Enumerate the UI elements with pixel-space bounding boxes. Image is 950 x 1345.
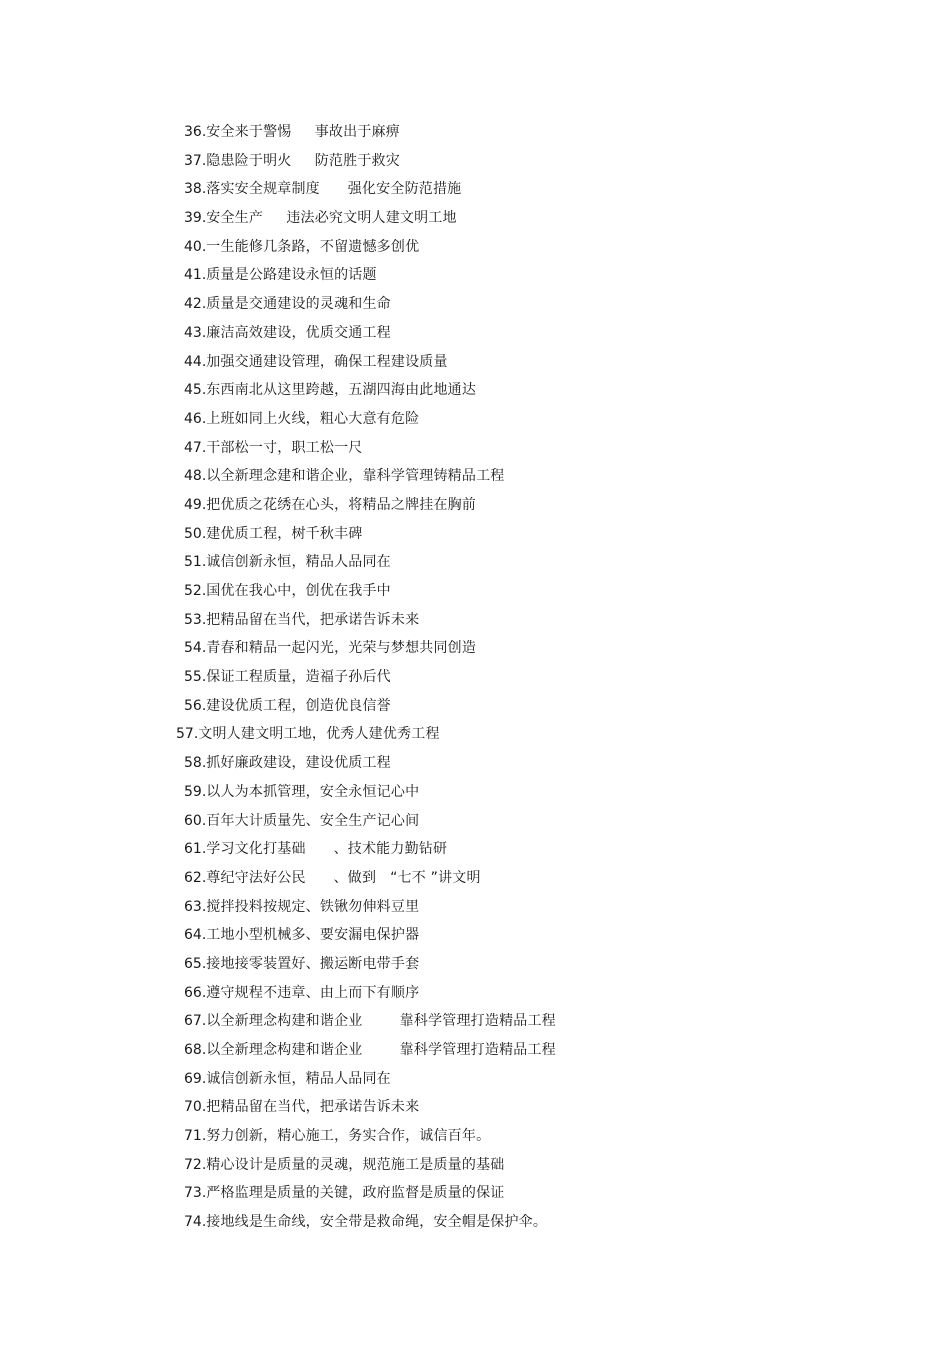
list-item bbox=[0, 548, 950, 577]
item-text: 工地小型机械多、要安漏电保护器 bbox=[206, 927, 420, 944]
item-text: 以人为本抓管理，安全永恒记心中 bbox=[206, 783, 420, 800]
item-text: 建优质工程，树千秋丰碑 bbox=[206, 525, 363, 542]
item-text: 搅拌投料按规定、铁锹勿伸料豆里 bbox=[206, 898, 420, 915]
item-number: 40. bbox=[184, 238, 207, 255]
list-item bbox=[0, 376, 950, 405]
list-item bbox=[0, 749, 950, 778]
list-item bbox=[0, 1179, 950, 1208]
list-item bbox=[0, 921, 950, 950]
item-number: 63. bbox=[184, 898, 207, 915]
item-text: 隐患险于明火 防范胜于救灾 bbox=[206, 152, 400, 169]
item-text: 青春和精品一起闪光，光荣与梦想共同创造 bbox=[206, 640, 477, 657]
item-number: 46. bbox=[184, 410, 207, 427]
list-item bbox=[0, 233, 950, 262]
list-item bbox=[0, 348, 950, 377]
item-number: 49. bbox=[184, 496, 207, 513]
item-number: 70. bbox=[184, 1099, 207, 1116]
item-number: 60. bbox=[184, 812, 207, 829]
item-text: 精心设计是质量的灵魂，规范施工是质量的基础 bbox=[206, 1156, 505, 1173]
item-text: 接地接零装置好、搬运断电带手套 bbox=[206, 955, 420, 972]
list-item bbox=[0, 491, 950, 520]
list-item bbox=[0, 864, 950, 893]
list-item bbox=[0, 147, 950, 176]
list-item bbox=[0, 1151, 950, 1180]
item-text: 保证工程质量，造福子孙后代 bbox=[206, 669, 391, 686]
item-text: 诚信创新永恒，精品人品同在 bbox=[206, 1070, 391, 1087]
list-item bbox=[0, 175, 950, 204]
list-item bbox=[0, 290, 950, 319]
item-number: 37. bbox=[184, 152, 207, 169]
item-text: 建设优质工程，创造优良信誉 bbox=[206, 697, 391, 714]
item-number: 50. bbox=[184, 525, 207, 542]
item-text: 干部松一寸，职工松一尺 bbox=[206, 439, 363, 456]
item-number: 48. bbox=[184, 468, 207, 485]
slogan-list bbox=[0, 118, 950, 1237]
item-text: 把精品留在当代，把承诺告诉未来 bbox=[206, 1099, 420, 1116]
item-number: 41. bbox=[184, 267, 207, 284]
item-number: 47. bbox=[184, 439, 207, 456]
list-item bbox=[0, 720, 950, 749]
list-item bbox=[0, 606, 950, 635]
item-number: 71. bbox=[184, 1128, 207, 1145]
list-item bbox=[0, 118, 950, 147]
item-number: 58. bbox=[184, 755, 207, 772]
item-text: 接地线是生命线，安全带是救命绳，安全帽是保护伞。 bbox=[206, 1214, 548, 1231]
list-item bbox=[0, 1036, 950, 1065]
list-item bbox=[0, 1208, 950, 1237]
item-number: 52. bbox=[184, 583, 207, 599]
item-number: 62. bbox=[184, 869, 207, 886]
item-text: 质量是交通建设的灵魂和生命 bbox=[206, 296, 391, 313]
list-item bbox=[0, 893, 950, 922]
list-item bbox=[0, 1093, 950, 1122]
item-text: 以全新理念构建和谐企业 靠科学管理打造精品工程 bbox=[206, 1013, 556, 1030]
list-item bbox=[0, 778, 950, 807]
item-text: 以全新理念构建和谐企业 靠科学管理打造精品工程 bbox=[206, 1042, 556, 1058]
item-text: 安全来于警惕 事故出于麻痹 bbox=[206, 124, 400, 140]
item-number: 42. bbox=[184, 296, 207, 313]
item-text: 安全生产 违法必究文明人建文明工地 bbox=[206, 210, 457, 227]
list-item bbox=[0, 520, 950, 549]
item-text: 廉洁高效建设，优质交通工程 bbox=[206, 324, 391, 341]
list-item bbox=[0, 663, 950, 692]
item-text: 遵守规程不违章、由上而下有顺序 bbox=[206, 984, 420, 1001]
item-number: 73. bbox=[184, 1185, 207, 1202]
list-item bbox=[0, 1065, 950, 1094]
item-number: 56. bbox=[184, 697, 207, 714]
item-text: 抓好廉政建设，建设优质工程 bbox=[206, 755, 391, 772]
item-number: 53. bbox=[184, 611, 207, 628]
list-item bbox=[0, 204, 950, 233]
item-text: 把精品留在当代，把承诺告诉未来 bbox=[206, 611, 420, 628]
item-number: 38. bbox=[184, 181, 207, 198]
list-item bbox=[0, 261, 950, 290]
item-number: 54. bbox=[184, 640, 207, 657]
item-text: 落实安全规章制度 强化安全防范措施 bbox=[206, 181, 462, 198]
list-item bbox=[0, 434, 950, 463]
list-item bbox=[0, 1007, 950, 1036]
item-number: 68. bbox=[184, 1042, 207, 1058]
list-item bbox=[0, 405, 950, 434]
list-item bbox=[0, 807, 950, 836]
list-item bbox=[0, 634, 950, 663]
item-text: 一生能修几条路，不留遗憾多创优 bbox=[206, 238, 420, 255]
item-text: 加强交通建设管理，确保工程建设质量 bbox=[206, 353, 448, 370]
item-number: 64. bbox=[184, 927, 207, 944]
item-text: 严格监理是质量的关键，政府监督是质量的保证 bbox=[206, 1185, 505, 1202]
item-text: 上班如同上火线，粗心大意有危险 bbox=[206, 410, 420, 427]
item-text: 以全新理念建和谐企业，靠科学管理铸精品工程 bbox=[206, 468, 505, 485]
item-number: 69. bbox=[184, 1070, 207, 1087]
item-text: 尊纪守法好公民 、做到 “七不 ”讲文明 bbox=[206, 869, 481, 886]
list-item bbox=[0, 950, 950, 979]
item-text: 文明人建文明工地，优秀人建优秀工程 bbox=[198, 726, 440, 743]
item-number: 66. bbox=[184, 984, 207, 1001]
list-item bbox=[0, 979, 950, 1008]
item-number: 55. bbox=[184, 669, 207, 686]
item-number: 36. bbox=[184, 124, 207, 140]
item-number: 61. bbox=[184, 841, 207, 858]
item-text: 把优质之花绣在心头，将精品之牌挂在胸前 bbox=[206, 496, 477, 513]
item-number: 72. bbox=[184, 1156, 207, 1173]
item-text: 百年大计质量先、安全生产记心间 bbox=[206, 812, 420, 829]
item-number: 44. bbox=[184, 353, 207, 370]
item-number: 57. bbox=[176, 726, 199, 743]
item-text: 诚信创新永恒，精品人品同在 bbox=[206, 554, 391, 571]
item-text: 国优在我心中，创优在我手中 bbox=[206, 583, 391, 599]
list-item bbox=[0, 692, 950, 721]
list-item bbox=[0, 577, 950, 606]
list-item bbox=[0, 835, 950, 864]
item-text: 东西南北从这里跨越，五湖四海由此地通达 bbox=[206, 382, 477, 399]
item-text: 努力创新，精心施工，务实合作，诚信百年。 bbox=[206, 1128, 491, 1145]
list-item bbox=[0, 319, 950, 348]
item-number: 59. bbox=[184, 783, 207, 800]
item-number: 51. bbox=[184, 554, 207, 571]
list-item bbox=[0, 1122, 950, 1151]
item-number: 43. bbox=[184, 324, 207, 341]
list-item bbox=[0, 462, 950, 491]
item-text: 学习文化打基础 、技术能力勤钻研 bbox=[206, 841, 448, 858]
item-number: 67. bbox=[184, 1013, 207, 1030]
item-text: 质量是公路建设永恒的话题 bbox=[206, 267, 377, 284]
item-number: 74. bbox=[184, 1214, 207, 1231]
item-number: 65. bbox=[184, 955, 207, 972]
item-number: 45. bbox=[184, 382, 207, 399]
item-number: 39. bbox=[184, 210, 207, 227]
